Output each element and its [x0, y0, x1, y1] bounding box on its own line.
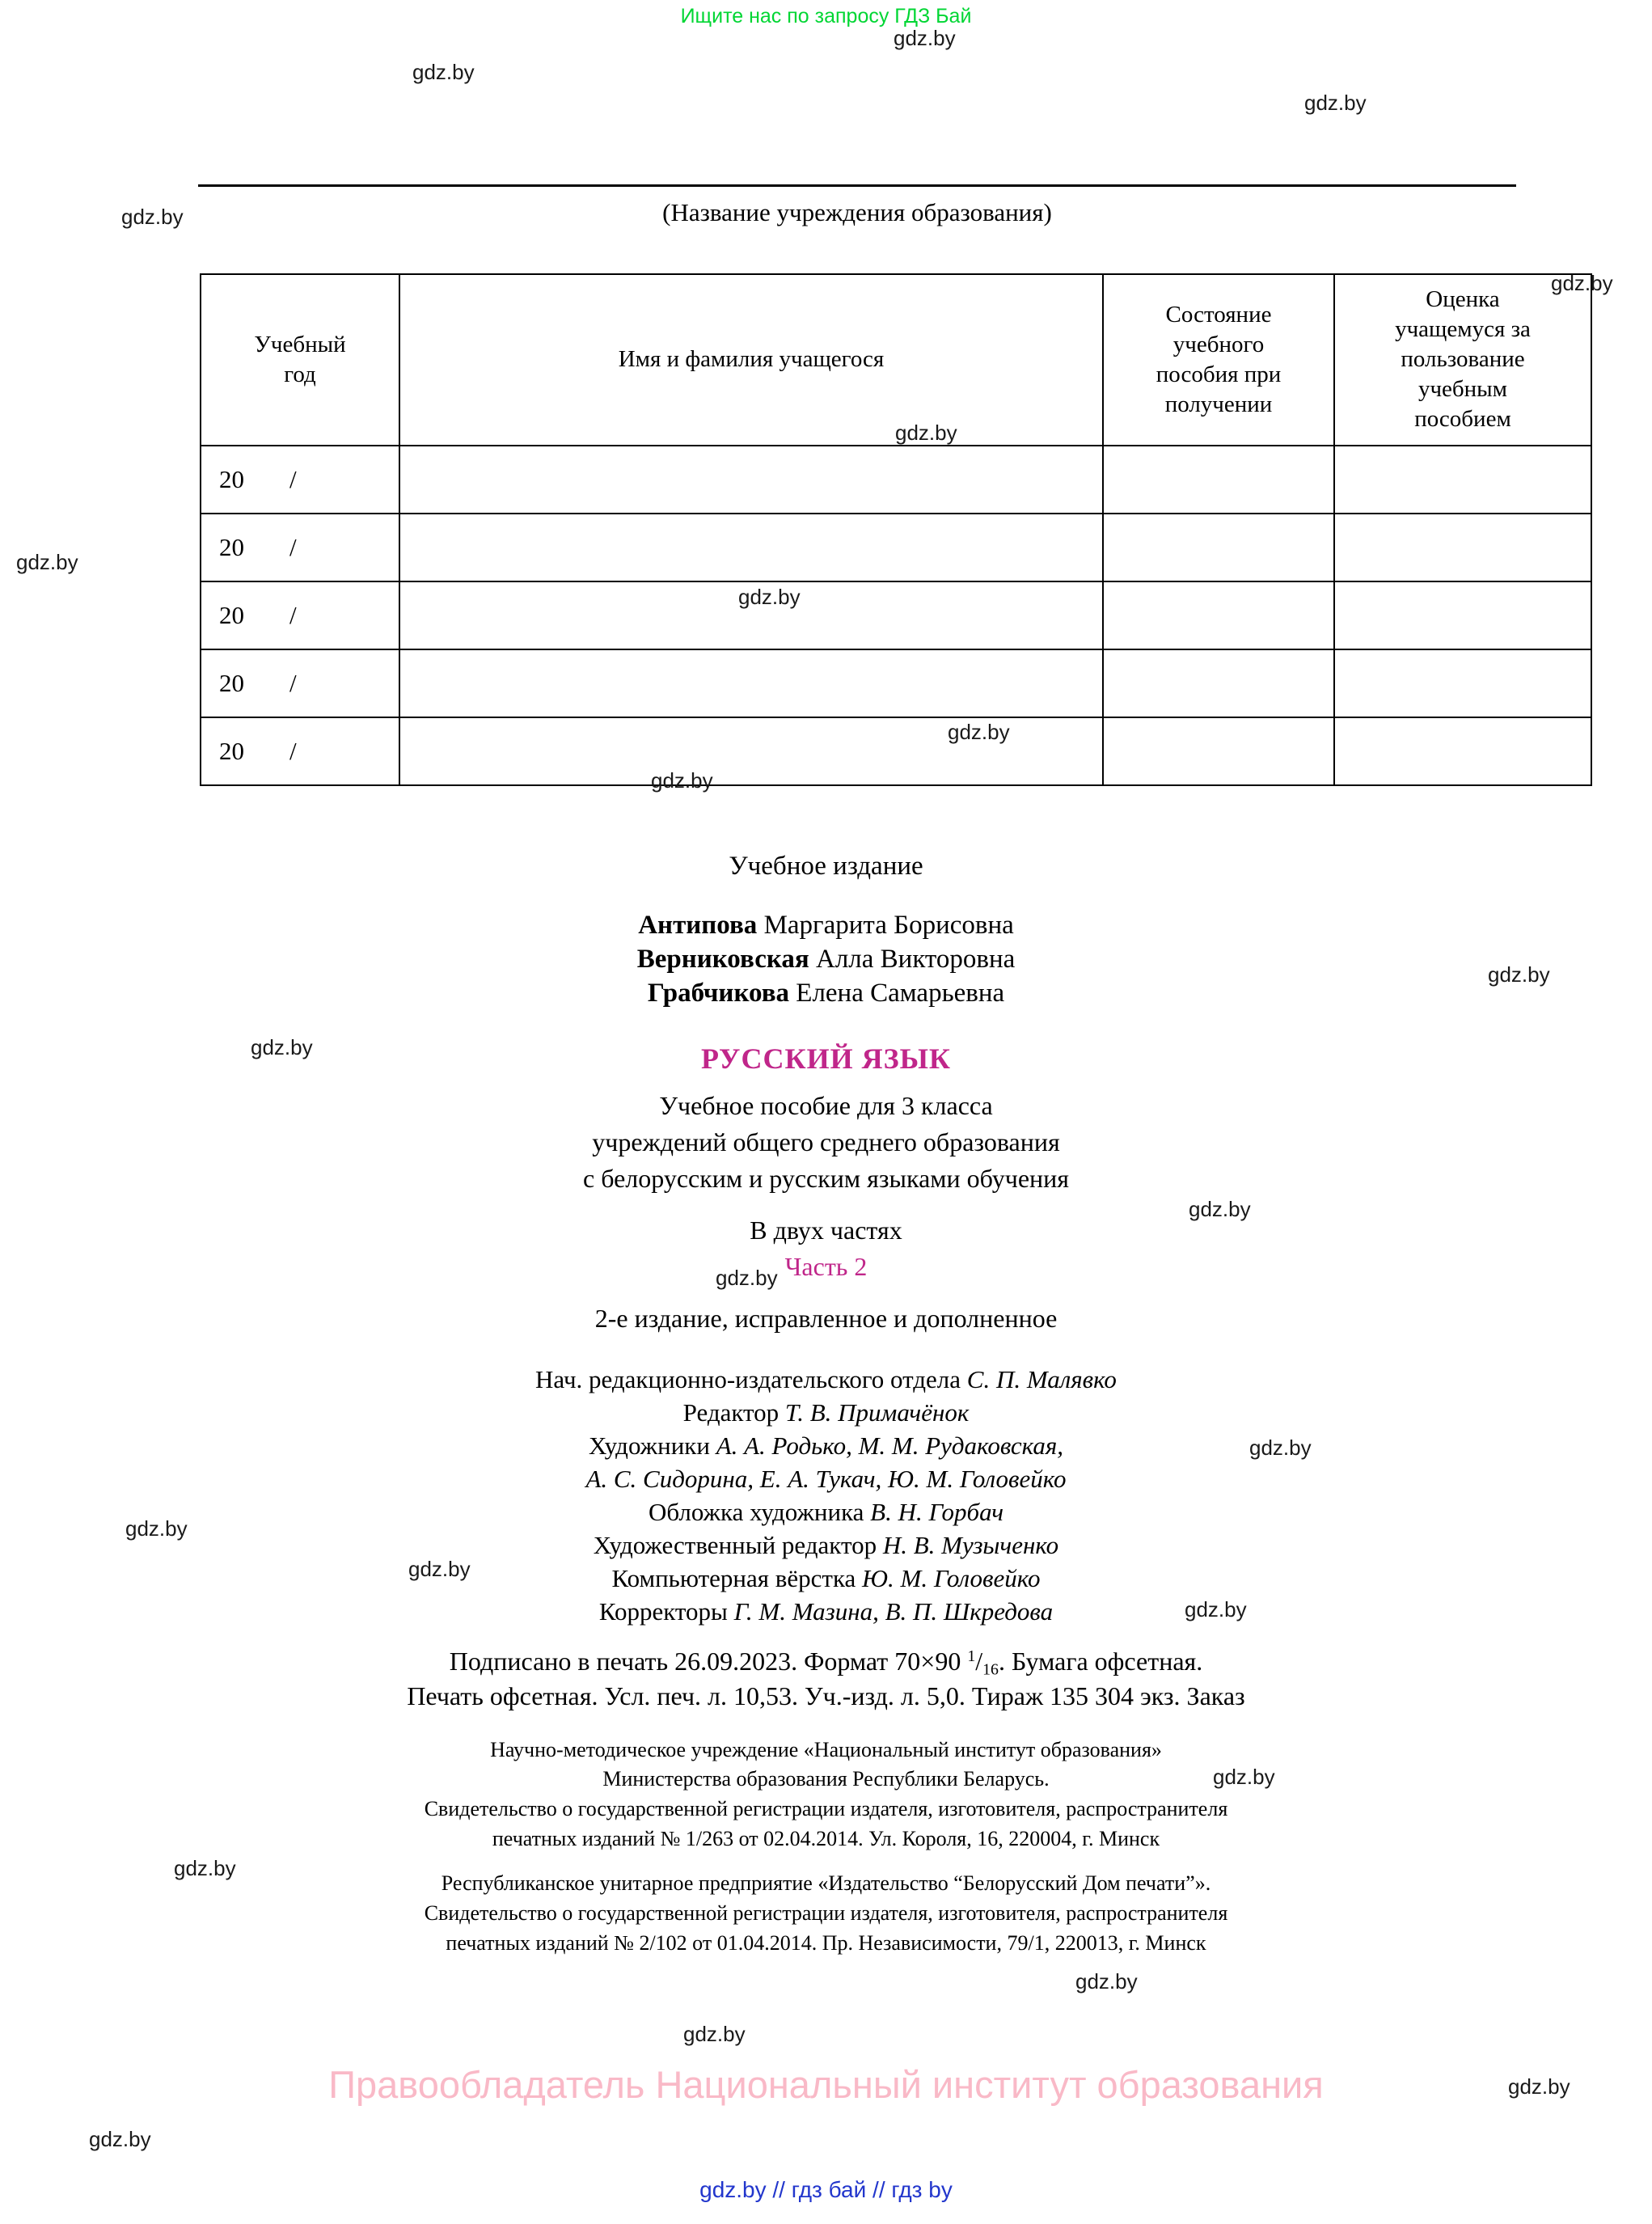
cell-student-name[interactable] — [399, 514, 1103, 581]
author-given-name: Алла Викторовна — [815, 945, 1016, 974]
print-info-line-2: Печать офсетная. Усл. печ. л. 10,53. Уч.-изд. л. 5,0. Тираж 135 304 экз. Заказ — [407, 1681, 1245, 1710]
year-separator: / — [289, 600, 297, 629]
cell-grade[interactable] — [1334, 581, 1591, 649]
gdz-watermark: gdz.by — [1185, 1597, 1247, 1621]
publisher-line: Научно-методическое учреждение «Национальный институт образования» — [490, 1738, 1162, 1761]
gdz-watermark: gdz.by — [894, 26, 956, 50]
header-state-line-1: Состояние — [1165, 301, 1272, 328]
author-surname: Грабчикова — [647, 979, 790, 1008]
gdz-watermark: gdz.by — [251, 1035, 313, 1059]
gdz-watermark: gdz.by — [1551, 271, 1613, 295]
gdz-watermark: gdz.by — [895, 421, 957, 445]
credit-line — [0, 1562, 1652, 1596]
table-header-row — [201, 274, 1591, 446]
column-header-grade — [1334, 274, 1591, 446]
header-grade-line-5: пособием — [1414, 406, 1511, 433]
cell-condition[interactable] — [1103, 649, 1334, 717]
credit-role: Нач. редакционно-издательского отдела — [535, 1365, 961, 1393]
column-header-year — [201, 274, 399, 446]
credit-role: Корректоры — [598, 1597, 728, 1626]
year-separator: / — [289, 532, 297, 561]
author-surname: Антипова — [638, 911, 758, 940]
subtitle-line-2: учреждений общего среднего образования — [592, 1127, 1060, 1156]
printer-line: печатных изданий № 2/102 от 01.04.2014. Пр. Независимости, 79/1, 220013, г. Минск — [446, 1931, 1206, 1955]
institution-name-rule — [198, 184, 1516, 187]
header-year-line-2: год — [284, 361, 316, 387]
table-row — [201, 581, 1591, 649]
year-prefix: 20 — [219, 600, 244, 629]
subtitle-line-1: Учебное пособие для 3 класса — [659, 1091, 993, 1120]
gdz-watermark: gdz.by — [1508, 2074, 1570, 2099]
subtitle-line-3: с белорусским и русским языками обучения — [583, 1164, 1069, 1193]
credit-role: Художники — [588, 1431, 710, 1460]
publisher-line: печатных изданий № 1/263 от 02.04.2014. Ул. Короля, 16, 220004, г. Минск — [492, 1827, 1160, 1850]
gdz-watermark: gdz.by — [1075, 1969, 1138, 1994]
gdz-watermark: gdz.by — [1213, 1765, 1275, 1789]
print-info-suffix: . Бумага офсетная. — [998, 1647, 1203, 1676]
author-line — [0, 908, 1652, 942]
cell-grade[interactable] — [1334, 514, 1591, 581]
year-prefix: 20 — [219, 668, 244, 697]
parts-label: В двух частях — [750, 1216, 902, 1245]
author-surname: Верниковская — [636, 945, 809, 974]
credit-role: Обложка художника — [649, 1498, 864, 1526]
credit-names: В. Н. Горбач — [870, 1498, 1003, 1526]
author-given-name: Елена Самарьевна — [796, 979, 1005, 1008]
column-header-student-name — [399, 274, 1103, 446]
cell-grade[interactable] — [1334, 717, 1591, 785]
credit-role: Редактор — [682, 1398, 780, 1427]
book-title: РУССКИЙ ЯЗЫК — [700, 1042, 952, 1075]
cell-grade[interactable] — [1334, 649, 1591, 717]
publisher-line: Свидетельство о государственной регистрации издателя, изготовителя, распространителя — [424, 1797, 1228, 1820]
part-number: Часть 2 — [784, 1252, 868, 1281]
edition-number: 2-е издание, исправленное и дополненное — [594, 1304, 1058, 1333]
header-grade-line-4: учебным — [1418, 376, 1508, 403]
header-state-line-3: пособия при — [1156, 361, 1282, 387]
credit-line — [0, 1463, 1652, 1496]
credit-names: Т. В. Примачёнок — [784, 1398, 970, 1427]
gdz-watermark: gdz.by — [1249, 1435, 1312, 1460]
year-prefix: 20 — [219, 736, 244, 765]
gdz-watermark: gdz.by — [683, 2022, 746, 2046]
gdz-watermark: gdz.by — [412, 60, 475, 84]
cell-year[interactable] — [201, 649, 399, 717]
print-info-line-1 — [0, 1644, 1652, 1681]
header-year-line-1: Учебный — [254, 331, 346, 357]
gdz-watermark: gdz.by — [125, 1516, 188, 1541]
header-grade-line-2: учащемуся за — [1395, 316, 1531, 343]
credit-line — [0, 1596, 1652, 1629]
header-state-line-4: получении — [1164, 391, 1273, 417]
publisher-line: Министерства образования Республики Беларусь. — [602, 1767, 1050, 1791]
year-separator: / — [289, 668, 297, 697]
cell-year[interactable] — [201, 446, 399, 514]
credit-names: Ю. М. Головейко — [862, 1564, 1041, 1592]
cell-condition[interactable] — [1103, 717, 1334, 785]
cell-condition[interactable] — [1103, 581, 1334, 649]
gdz-watermark: gdz.by — [716, 1266, 778, 1290]
year-separator: / — [289, 736, 297, 765]
table-row — [201, 514, 1591, 581]
printer-line: Республиканское унитарное предприятие «Издательство “Белорусский Дом печати”». — [441, 1871, 1211, 1895]
credit-names: Н. В. Музыченко — [882, 1531, 1059, 1559]
credit-names: А. А. Родько, М. М. Рудаковская, — [716, 1431, 1064, 1460]
header-name-line-1: Имя и фамилия учащегося — [618, 346, 885, 373]
table-row — [201, 649, 1591, 717]
author-line — [0, 942, 1652, 976]
author-given-name: Маргарита Борисовна — [763, 911, 1014, 940]
cell-year[interactable] — [201, 581, 399, 649]
credit-names: А. С. Сидорина, Е. А. Тукач, Ю. М. Головейко — [585, 1465, 1067, 1493]
cell-student-name[interactable] — [399, 649, 1103, 717]
credit-line — [0, 1364, 1652, 1397]
printer-line: Свидетельство о государственной регистрации издателя, изготовителя, распространителя — [424, 1901, 1228, 1925]
rights-holder-watermark: Правообладатель Национальный институт образования — [328, 2063, 1324, 2106]
cell-year[interactable] — [201, 717, 399, 785]
gdz-watermark: gdz.by — [1189, 1197, 1251, 1221]
author-line — [0, 976, 1652, 1010]
cell-year[interactable] — [201, 514, 399, 581]
gdz-watermark: gdz.by — [16, 550, 78, 574]
credit-line — [0, 1496, 1652, 1529]
print-format-fraction: $^1/_{16}$ — [967, 1647, 999, 1679]
gdz-watermark: gdz.by — [738, 585, 801, 609]
column-header-condition — [1103, 274, 1334, 446]
gdz-watermark: gdz.by — [1488, 962, 1550, 987]
gdz-watermark: gdz.by — [174, 1856, 236, 1880]
credit-names: С. П. Малявко — [966, 1365, 1117, 1393]
cell-student-name[interactable] — [399, 446, 1103, 514]
textbook-registration-table — [200, 273, 1532, 786]
header-state-line-2: учебного — [1172, 331, 1265, 357]
credit-role: Художественный редактор — [593, 1531, 877, 1559]
credit-line — [0, 1529, 1652, 1562]
year-prefix: 20 — [219, 464, 244, 493]
footer-site-links[interactable]: gdz.by // гдз бай // гдз by — [699, 2177, 953, 2202]
gdz-watermark: gdz.by — [1304, 91, 1367, 115]
header-grade-line-1: Оценка — [1426, 286, 1500, 312]
gdz-watermark: gdz.by — [121, 205, 184, 229]
header-grade-line-3: пользование — [1401, 346, 1525, 373]
year-separator: / — [289, 464, 297, 493]
table-row — [201, 446, 1591, 514]
print-info-prefix: Подписано в печать 26.09.2023. Формат 70×90 — [449, 1647, 968, 1676]
gdz-watermark: gdz.by — [89, 2127, 151, 2151]
gdz-watermark: gdz.by — [408, 1557, 471, 1581]
credit-line — [0, 1397, 1652, 1430]
promo-header-text: Ищите нас по запросу ГДЗ Бай — [680, 5, 972, 27]
gdz-watermark: gdz.by — [651, 768, 713, 793]
credit-role: Компьютерная вёрстка — [611, 1564, 856, 1592]
cell-condition[interactable] — [1103, 514, 1334, 581]
edition-label: Учебное издание — [729, 852, 923, 881]
cell-condition[interactable] — [1103, 446, 1334, 514]
fraction-numerator: 1 — [967, 1647, 976, 1666]
gdz-watermark: gdz.by — [948, 720, 1010, 744]
institution-name-caption: (Название учреждения образования) — [662, 198, 1052, 226]
credit-line — [0, 1430, 1652, 1463]
year-prefix: 20 — [219, 532, 244, 561]
cell-grade[interactable] — [1334, 446, 1591, 514]
credit-names: Г. М. Мазина, В. П. Шкредова — [733, 1597, 1054, 1626]
fraction-denominator: 16 — [982, 1660, 999, 1679]
table-row — [201, 717, 1591, 785]
